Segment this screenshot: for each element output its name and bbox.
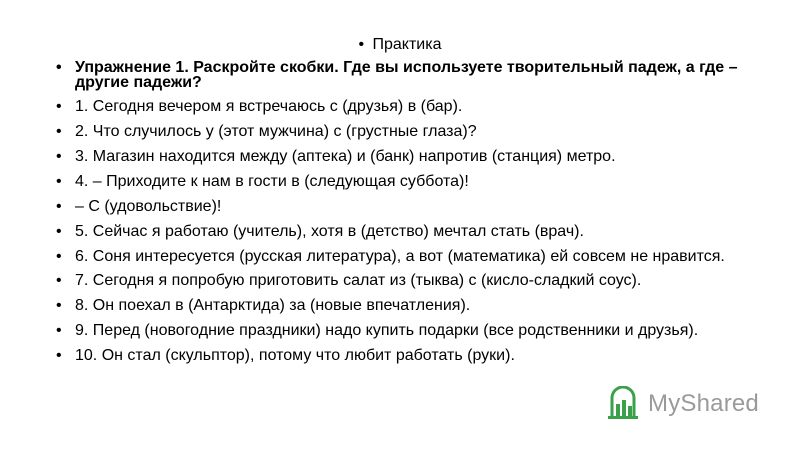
- bullet-glyph: •: [56, 59, 62, 76]
- list-item: [56, 298, 756, 313]
- list-item-text: 9. Перед (новогодние праздники) надо купить подарки (все родственники и друзья).: [75, 322, 699, 339]
- bullet-glyph: •: [56, 173, 62, 190]
- list-item: [56, 99, 756, 114]
- bullet-glyph: •: [56, 347, 62, 364]
- bullet-glyph: •: [56, 198, 62, 215]
- list-item: [56, 224, 756, 239]
- exercise-list: [56, 60, 756, 363]
- list-item-text: 10. Он стал (скульптор), потому что любит работать (руки).: [75, 347, 515, 364]
- list-item-text: 4. – Приходите к нам в гости в (следующая суббота)!: [75, 173, 469, 190]
- list-item: [56, 174, 756, 189]
- bullet-glyph: •: [56, 223, 62, 240]
- list-item: [56, 348, 756, 363]
- list-item: [56, 149, 756, 164]
- list-item-text: 7. Сегодня я попробую приготовить салат из (тыква) с (кисло-сладкий соус).: [75, 272, 642, 289]
- list-item: [56, 249, 756, 264]
- slide-title: [0, 35, 800, 55]
- bullet-glyph: •: [56, 148, 62, 165]
- list-item: [56, 60, 756, 90]
- list-item: [56, 124, 756, 139]
- bullet-glyph: •: [358, 36, 365, 53]
- myshared-logo: [604, 384, 774, 424]
- list-item-text: 3. Магазин находится между (аптека) и (банк) напротив (станция) метро.: [75, 148, 616, 165]
- list-item-text: – С (удовольствие)!: [75, 198, 222, 215]
- exercise-heading: Упражнение 1. Раскройте скобки. Где вы используете творительный падеж, а где – другие падежи?: [75, 59, 738, 91]
- list-item: [56, 199, 756, 214]
- slide-title-text: Практика: [372, 36, 442, 53]
- bullet-glyph: •: [56, 297, 62, 314]
- bullet-glyph: •: [56, 98, 62, 115]
- list-item-text: 8. Он поехал в (Антарктида) за (новые впечатления).: [75, 297, 471, 314]
- list-item-text: 1. Сегодня вечером я встречаюсь с (друзья) в (бар).: [75, 98, 463, 115]
- list-item-text: 2. Что случилось у (этот мужчина) с (грустные глаза)?: [75, 123, 477, 140]
- myshared-logo-icon: [604, 386, 642, 422]
- bullet-glyph: •: [56, 248, 62, 265]
- bullet-glyph: •: [56, 123, 62, 140]
- bullet-glyph: •: [56, 272, 62, 289]
- list-item: [56, 323, 756, 338]
- list-item-text: 5. Сейчас я работаю (учитель), хотя в (детство) мечтал стать (врач).: [75, 223, 584, 240]
- bullet-glyph: •: [56, 322, 62, 339]
- list-item-text: 6. Соня интересуется (русская литература), а вот (математика) ей совсем не нравится.: [75, 248, 725, 265]
- list-item: [56, 273, 756, 288]
- logo-text: MyShared: [648, 390, 759, 417]
